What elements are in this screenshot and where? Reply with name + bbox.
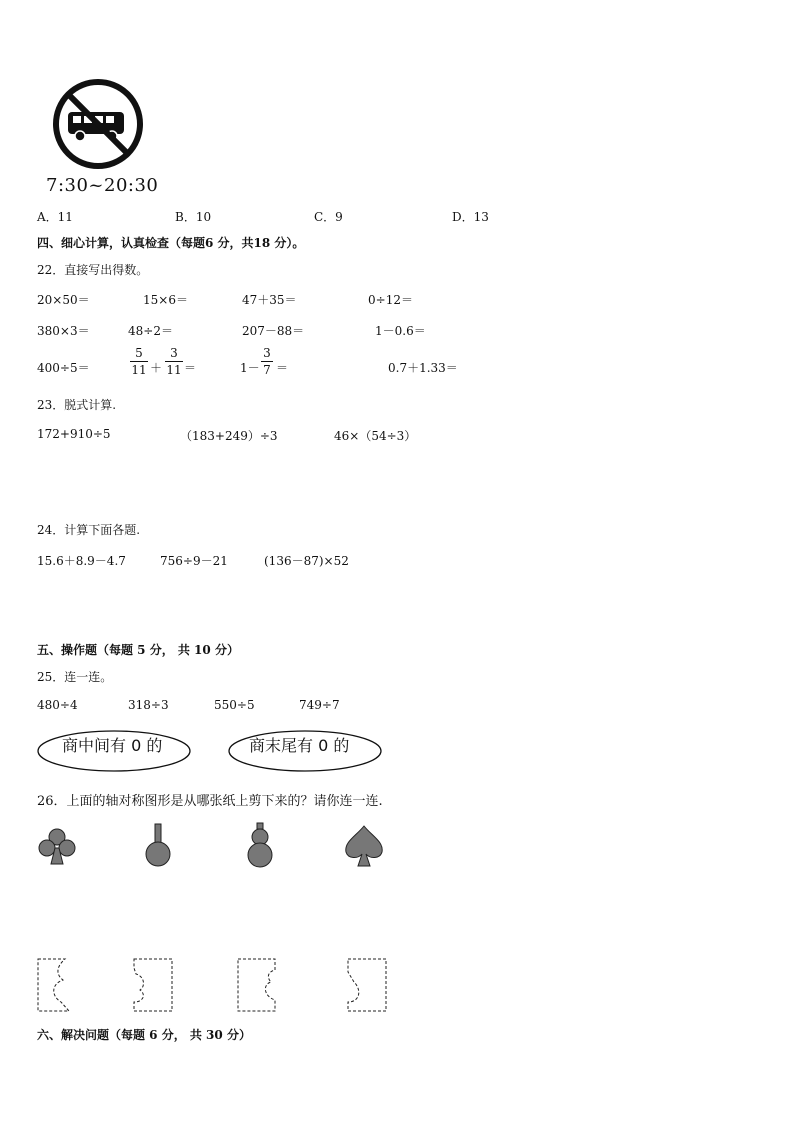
q23-item-2: （183+249）÷3: [180, 429, 278, 443]
cut-paper-icon: [132, 958, 174, 1012]
q25-item-3: 550÷5: [214, 698, 255, 712]
section-4-title: 四、细心计算，认真检查（每题6 分，共18 分）。: [37, 236, 305, 250]
q25-title: 25．连一连。: [37, 670, 113, 684]
club-icon: [37, 826, 77, 866]
option-c: C．9: [314, 210, 343, 224]
equals-sign: ＝: [184, 361, 197, 375]
option-b: B．10: [175, 210, 212, 224]
oval-label-middle-zero: 商中间有 0 的: [62, 736, 163, 755]
q22-r1c3: 47＋35＝: [242, 293, 297, 307]
q25-item-4: 749÷7: [299, 698, 340, 712]
fraction-denominator: 7: [263, 363, 271, 377]
q23-item-1: 172+910÷5: [37, 427, 111, 441]
q22-r1c4: 0÷12＝: [368, 293, 413, 307]
q22-r3c1: 400÷5＝: [37, 361, 90, 375]
sign-caption: 7:30~20:30: [46, 175, 159, 196]
cut-paper-icon: [237, 958, 279, 1012]
q25-item-1: 480÷4: [37, 698, 78, 712]
section-5-title: 五、操作题（每题 5 分， 共 10 分）: [37, 643, 239, 657]
q22-r1c2: 15×6＝: [143, 293, 188, 307]
one-minus: 1－: [240, 361, 260, 375]
q22-r3c4: 0.7＋1.33＝: [388, 361, 458, 375]
q25-item-2: 318÷3: [128, 698, 169, 712]
spade-icon: [342, 824, 386, 868]
fraction-3-7: [261, 346, 273, 377]
fraction-numerator: 5: [135, 346, 143, 360]
q22-r2c1: 380×3＝: [37, 324, 90, 338]
no-bus-sign-icon: [48, 76, 148, 176]
q26-title: 26．上面的轴对称图形是从哪张纸上剪下来的？请你连一连.: [37, 794, 383, 809]
cut-paper-icon: [37, 958, 77, 1012]
option-a: A．11: [37, 210, 73, 224]
q24-item-2: 756÷9－21: [160, 554, 228, 568]
q22-title: 22．直接写出得数。: [37, 263, 149, 277]
oval-label-end-zero: 商末尾有 0 的: [249, 736, 350, 755]
equals-sign: ＝: [276, 361, 289, 375]
fraction-numerator: 3: [170, 346, 178, 360]
fraction-3-11: [165, 346, 183, 377]
q24-title: 24．计算下面各题.: [37, 523, 141, 537]
fraction-denominator: 11: [166, 363, 182, 377]
q23-item-3: 46×（54÷3）: [334, 429, 417, 443]
fraction-denominator: 11: [131, 363, 147, 377]
section-6-title: 六、解决问题（每题 6 分， 共 30 分）: [37, 1028, 251, 1042]
gourd-icon: [243, 822, 277, 868]
option-d: D．13: [452, 210, 489, 224]
lollipop-icon: [141, 822, 175, 868]
q24-item-1: 15.6＋8.9－4.7: [37, 554, 126, 568]
q22-r2c2: 48÷2＝: [128, 324, 173, 338]
cut-paper-icon: [346, 958, 388, 1012]
fraction-5-11: [130, 346, 148, 377]
q23-title: 23．脱式计算.: [37, 398, 117, 412]
plus-sign: ＋: [150, 361, 163, 375]
fraction-numerator: 3: [263, 346, 271, 360]
q22-r1c1: 20×50＝: [37, 293, 90, 307]
q22-r2c4: 1－0.6＝: [375, 324, 426, 338]
q22-r2c3: 207－88＝: [242, 324, 305, 338]
q24-item-3: (136－87)×52: [264, 554, 349, 568]
